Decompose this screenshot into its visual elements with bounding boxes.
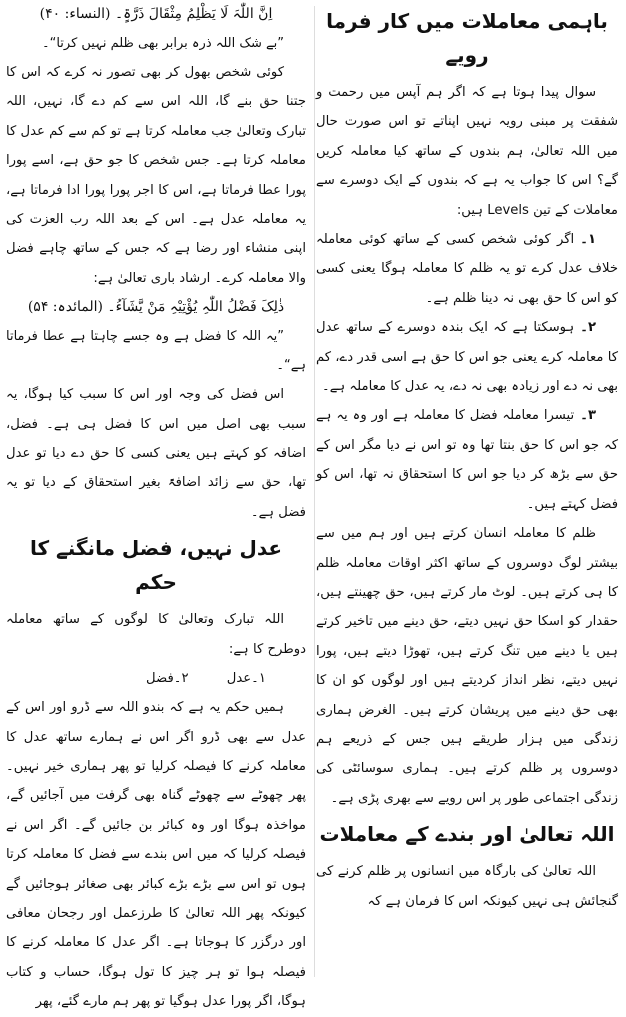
column-divider	[314, 6, 315, 977]
section-heading-mutual-dealings: باہمی معاملات میں کار فرما رویے	[326, 9, 608, 67]
grace-paragraph: اس فضل کی وجہ اور اس کا سبب کیا ہوگا، یہ سبب بھی اصل میں اس کا فضل ہی ہے۔ فضل، اضافہ کو کہتے ہیں یعنی کسی کا حق دے دیا تو عدل تھا، حق سے زائد اضافۃً بغیر استحقاق کے دیا تو یہ فضل ہے۔	[6, 387, 306, 520]
item-text: ہوسکتا ہے کہ ایک بندہ دوسرے کے ساتھ عدل کا معاملہ کرے یعنی جو اس کا حق ہے اسی قدر دے، کم بھی نہ دے اور زیادہ بھی نہ دے، یہ عدل کا معاملہ ہے۔	[316, 320, 618, 395]
option-adl: ۱۔عدل	[226, 671, 266, 687]
item-number: ۲۔	[580, 320, 596, 336]
right-column	[316, 0, 618, 916]
section-heading-allah-and-servant: اللہ تعالیٰ اور بندے کے معاملات	[319, 822, 615, 847]
list-item	[316, 401, 618, 519]
list-item	[316, 225, 618, 313]
oppression-paragraph: ظلم کا معاملہ انسان کرتے ہیں اور ہم میں سے بیشتر لوگ دوسروں کے ساتھ اکثر اوقات معاملہ ظلم کا ہی کرتے ہیں۔ لوٹ مار کرتے ہیں، حق چھینتے ہیں، حقدار کو اسکا حق نہیں دیتے، حق دینے میں تاخیر کرتے ہیں یا دینے میں تنگ کرتے ہیں، تھوڑا دیتے ہیں، پورا نہیں دیتے، نظر انداز کردیتے ہیں اور لوگوں کو ان کا بھی حق دینے میں پریشان کرتے ہیں۔ الغرض ہماری زندگی میں ہزار طریقے ہیں جس کے ذریعے ہم دوسروں پر ظلم کرتے ہیں۔ ہماری سوسائٹی کی زندگی اجتماعی طور پر اس رویے سے بھری پڑی ہے۔	[316, 526, 618, 806]
item-text: اگر کوئی شخص کسی کے ساتھ کوئی معاملہ خلاف عدل کرے تو یہ ظلم کا معاملہ ہوگا یعنی کسی کو اس کا حق بھی نہ دینا ظلم ہے۔	[316, 232, 618, 306]
item-text: تیسرا معاملہ فضل کا معاملہ ہے اور وہ یہ ہے کہ جو اس کا حق بنتا تھا وہ تو اس نے دیا مگر اس کے حق سے بڑھ کر دیا جو اس کا استحقاق نہ تھا، اس کو فضل کہتے ہیں۔	[316, 408, 618, 512]
item-number: ۳۔	[580, 408, 596, 424]
fear-justice-paragraph: ہمیں حکم یہ ہے کہ بندو اللہ سے ڈرو اور اس کے عدل سے بھی ڈرو اگر اس نے ہمارے ساتھ عدل کا معاملہ کرنے کا فیصلہ کرلیا تو پھر ہماری خیر نہیں۔ پھر چھوٹے سے چھوٹے گناہ بھی گرفت میں آجائیں گے، مواخذہ ہوگا اور وہ کبائر بن جائیں گے۔ اگر اس نے فیصلہ کرلیا کہ میں اس بندے سے فضل کا معاملہ کرتا ہوں تو اس سے بڑے بڑے کبائر بھی صغائر ہوجائیں گے کیونکہ پھر اللہ تعالیٰ کا طرزعمل اور رجحان معافی اور درگزر کا ہوجاتا ہے۔ اگر عدل کا معاملہ کرنے کا فیصلہ ہوا تو ہر چیز کا تول ہوگا، حساب و کتاب ہوگا، اگر پورا عدل ہوگیا تو پھر ہم مارے گئے، پھر	[6, 700, 306, 1010]
left-column	[6, 0, 306, 1017]
quran-verse-maidah: ذٰلِکَ فَضْلُ اللّٰہِ یُؤْتِیْہِ مَنْ یَّشَآءُ۔ (المائدہ: ۵۴)	[27, 299, 285, 316]
closing-paragraph: اللہ تعالیٰ کی بارگاہ میں انسانوں پر ظلم کرنے کی گنجائش ہی نہیں کیونکہ اس کا فرمان ہے کہ	[316, 864, 618, 909]
list-item	[316, 313, 618, 401]
two-ways-paragraph: اللہ تبارک وتعالیٰ کا لوگوں کے ساتھ معاملہ دوطرح کا ہے:	[6, 612, 306, 657]
item-number: ۱۔	[580, 232, 596, 248]
verse-translation: ”بے شک اللہ ذرہ برابر بھی ظلم نہیں کرتا“۔	[41, 36, 284, 51]
section-heading-ask-grace: عدل نہیں، فضل مانگنے کا حکم	[29, 536, 283, 595]
justice-paragraph: کوئی شخص بھول کر بھی تصور نہ کرے کہ اس کا جتنا حق بنے گا، اللہ اس سے کم دے گا، نہیں، اللہ تبارک وتعالیٰ جب معاملہ کرتا ہے تو کم سے کم عدل کا معاملہ کرتا ہے۔ جس شخص کا جو حق ہے، اسے پورا پورا عطا فرماتا ہے، اس کا اجر پورا پورا ادا فرماتا ہے، یہ معاملہ عدل ہے۔ اس کے بعد اللہ رب العزت کی اپنی منشاء اور رضا ہے کہ جس کے ساتھ چاہے فضل والا معاملہ کرے۔ ارشاد باری تعالیٰ ہے:	[6, 65, 306, 286]
quran-verse-nisa: اِنَّ اللّٰہَ لَا یَظْلِمُ مِثْقَالَ ذَرَّۃٍ۔ (النساء: ۴۰)	[39, 6, 273, 22]
intro-paragraph: سوال پیدا ہوتا ہے کہ اگر ہم آپس میں رحمت و شفقت پر مبنی رویہ نہیں اپناتے تو اس صورت حال میں اللہ تعالیٰ، ہم بندوں کے ساتھ کیا معاملہ کریں گے؟ اس کا جواب یہ ہے کہ بندوں کے ایک دوسرے سے معاملات کے تین Levels ہیں:	[316, 85, 618, 218]
verse-translation: ”یہ اللہ کا فضل ہے وہ جسے چاہتا ہے عطا فرماتا ہے“۔	[6, 329, 306, 374]
options-list	[6, 664, 306, 693]
option-fazl: ۲۔فضل	[146, 671, 189, 687]
